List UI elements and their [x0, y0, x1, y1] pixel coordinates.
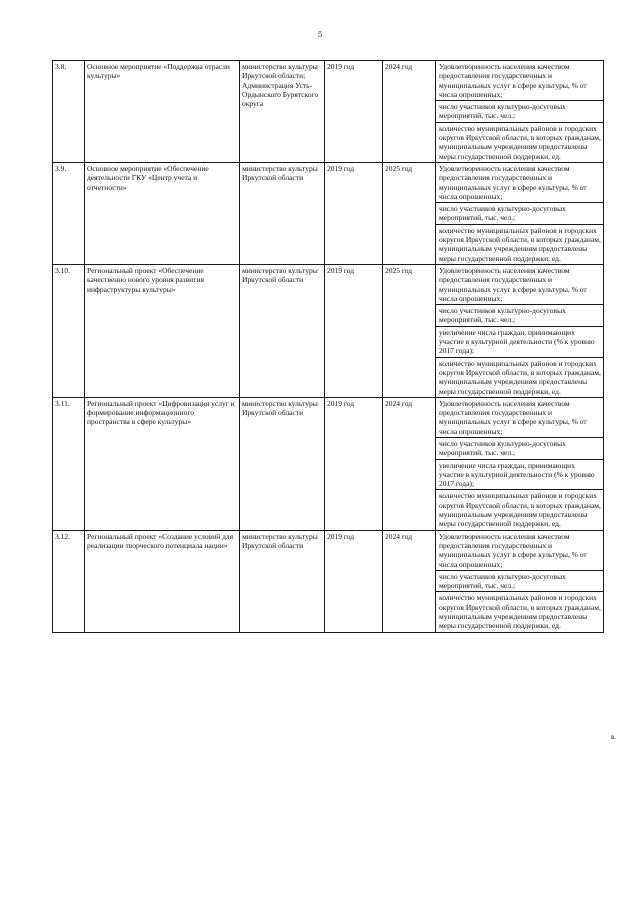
measure-name: Региональный проект «Обеспечение качественно нового уровня развития инфраструктуры культуры» — [85, 264, 240, 397]
start-year: 2019 год — [325, 264, 383, 397]
row-number: 3.12. — [53, 530, 85, 632]
indicator: Удовлетворенность населения качеством предоставления государственных и муниципальных услуг в сфере культуры, % от числа опрошенных; — [436, 162, 604, 202]
indicator: Удовлетворенность населения качеством предоставления государственных и муниципальных услуг в сфере культуры, % от числа опрошенных; — [436, 61, 604, 101]
indicator: число участников культурно-досуговых мероприятий, тыс. чел.; — [436, 101, 604, 123]
indicator: количество муниципальных районов и городских округов Иркутской области, в которых гражданам, муниципальным учреждениям предоставлены меры государственной поддержки, ед. — [436, 592, 604, 632]
indicator: количество муниципальных районов и городских округов Иркутской области, в которых гражданам, муниципальным учреждениям предоставлены меры государственной поддержки, ед. — [436, 357, 604, 397]
end-year: 2025 год — [383, 264, 436, 397]
indicator: количество муниципальных районов и городских округов Иркутской области, в которых гражданам, муниципальным учреждениям предоставлены меры государственной поддержки, ед. — [436, 490, 604, 530]
start-year: 2019 год — [325, 397, 383, 530]
indicator: Удовлетворенность населения качеством предоставления государственных и муниципальных услуг в сфере культуры, % от числа опрошенных; — [436, 264, 604, 304]
program-measures-table — [52, 60, 604, 633]
row-number: 3.11. — [53, 397, 85, 530]
indicator: Удовлетворенность населения качеством предоставления государственных и муниципальных услуг в сфере культуры, % от числа опрошенных; — [436, 530, 604, 570]
indicator: Удовлетворенность населения качеством предоставления государственных и муниципальных услуг в сфере культуры, % от числа опрошенных; — [436, 397, 604, 437]
measure-name: Региональный проект «Цифровизация услуг и формирование информационного пространства в сфере культуры» — [85, 397, 240, 530]
measure-name: Региональный проект «Создание условий для реализации творческого потенциала нации» — [85, 530, 240, 632]
margin-mark: в. — [611, 733, 617, 741]
indicator: число участников культурно-досуговых мероприятий, тыс. чел.; — [436, 437, 604, 459]
end-year: 2024 год — [383, 397, 436, 530]
start-year: 2019 год — [325, 61, 383, 163]
executor: министерство культуры Иркутской области; Администрация Усть-Ордынского Бурятского округа — [240, 61, 325, 163]
row-number: 3.8. — [53, 61, 85, 163]
measure-name: Основное мероприятие «Поддержка отрасли культуры» — [85, 61, 240, 163]
indicator: число участников культурно-досуговых мероприятий, тыс. чел.; — [436, 203, 604, 225]
table-row — [53, 61, 604, 101]
indicator: число участников культурно-досуговых мероприятий, тыс. чел.; — [436, 305, 604, 327]
executor: министерство культуры Иркутской области — [240, 162, 325, 264]
start-year: 2019 год — [325, 162, 383, 264]
executor: министерство культуры Иркутской области — [240, 530, 325, 632]
executor: министерство культуры Иркутской области — [240, 264, 325, 397]
start-year: 2019 год — [325, 530, 383, 632]
measure-name: Основное мероприятие «Обеспечение деятельности ГКУ «Центр учета и отчетности» — [85, 162, 240, 264]
indicator: количество муниципальных районов и городских округов Иркутской области, в которых гражданам, муниципальным учреждениям предоставлены меры государственной поддержки, ед. — [436, 122, 604, 162]
indicator: количество муниципальных районов и городских округов Иркутской области, в которых гражданам, муниципальным учреждениям предоставлены меры государственной поддержки, ед. — [436, 224, 604, 264]
executor: министерство культуры Иркутской области — [240, 397, 325, 530]
indicator: увеличение числа граждан, принимающих участие в культурной деятельности (% к уровню 2017 года); — [436, 459, 604, 490]
row-number: 3.9. — [53, 162, 85, 264]
end-year: 2024 год — [383, 530, 436, 632]
page-number: 5 — [318, 30, 322, 39]
table-row — [53, 397, 604, 437]
row-number: 3.10. — [53, 264, 85, 397]
indicator: увеличение числа граждан, принимающих участие в культурной деятельности (% к уровню 2017 года); — [436, 326, 604, 357]
table-row — [53, 264, 604, 304]
indicator: число участников культурно-досуговых мероприятий, тыс. чел.; — [436, 570, 604, 592]
end-year: 2025 год — [383, 162, 436, 264]
end-year: 2024 год — [383, 61, 436, 163]
table-row — [53, 530, 604, 570]
table-row — [53, 162, 604, 202]
